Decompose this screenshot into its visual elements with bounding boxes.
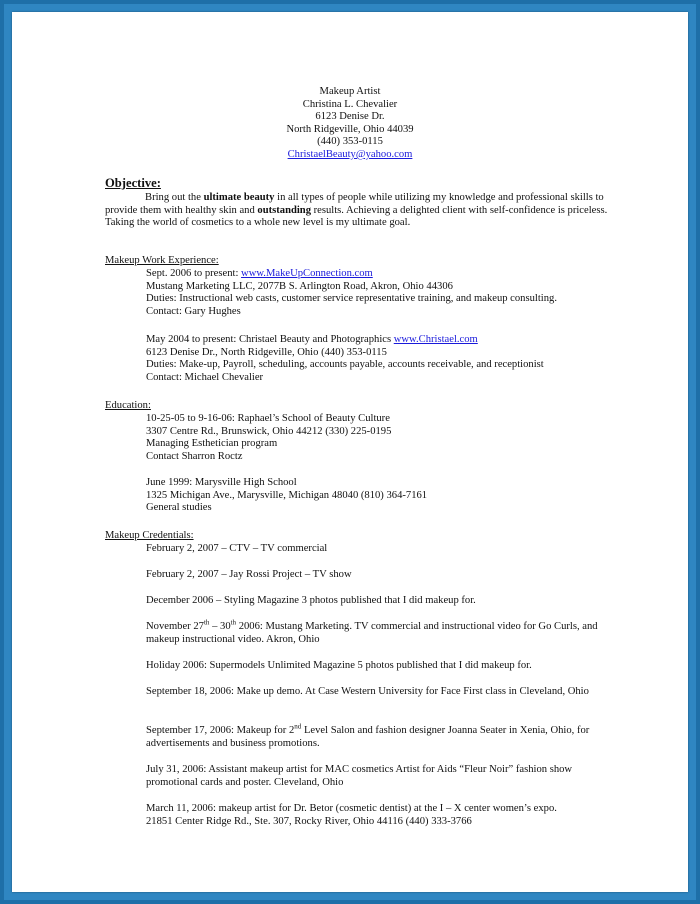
credential-superscript: th [230, 618, 237, 627]
objective-paragraph [105, 192, 611, 230]
credential-item: Holiday 2006: Supermodels Unlimited Magazine 5 photos published that I did makeup for. [146, 660, 532, 671]
credential-item: December 2006 – Styling Magazine 3 photos published that I did makeup for. [146, 595, 476, 606]
credential-item [146, 722, 606, 750]
credential-item: September 18, 2006: Make up demo. At Case Western University for Face First class in Cleveland, Ohio [146, 686, 589, 697]
credential-item: February 2, 2007 – Jay Rossi Project – TV show [146, 569, 352, 580]
objective-bold-1: ultimate beauty [203, 192, 275, 203]
job-2-duties: Duties: Make-up, Payroll, scheduling, accounts payable, accounts receivable, and receptionist [146, 359, 544, 371]
job-2-address: 6123 Denise Dr., North Ridgeville, Ohio (440) 353-0115 [146, 346, 387, 358]
objective-bold-2: outstanding [257, 204, 311, 216]
resume-content [12, 12, 688, 892]
credential-text: November 27 [146, 621, 204, 632]
objective-text-1: Bring out the [145, 192, 204, 203]
job-2-dates: May 2004 to present: Christael Beauty and Photographics [146, 334, 394, 345]
education-1-address: 3307 Centre Rd., Brunswick, Ohio 44212 (330) 225-0195 [146, 425, 392, 437]
education-1 [146, 413, 391, 463]
education-heading: Education: [105, 400, 151, 411]
job-1-link[interactable]: www.MakeUpConnection.com [241, 268, 373, 279]
credential-item [146, 803, 646, 828]
job-2-link[interactable]: www.Christael.com [393, 334, 478, 345]
credential-text: – 30 [209, 621, 231, 632]
email-link[interactable]: ChristaelBeauty@yahoo.com [287, 148, 413, 160]
education-1-school: 10-25-05 to 9-16-06: Raphael’s School of Beauty Culture [146, 413, 390, 424]
job-1-duties: Duties: Instructional web casts, customer service representative training, and makeup consulting. [146, 293, 557, 305]
education-2 [146, 477, 427, 515]
credential-line: March 11, 2006: makeup artist for Dr. Betor (cosmetic dentist) at the I – X center women’s expo. [146, 803, 557, 814]
work-heading: Makeup Work Experience: [105, 255, 219, 266]
phone-number: (440) 353-0115 [317, 136, 383, 148]
resume-title: Makeup Artist [319, 86, 381, 97]
job-2 [146, 334, 544, 384]
job-1-dates: Sept. 2006 to present: [146, 268, 242, 279]
education-2-address: 1325 Michigan Ave., Marysville, Michigan 48040 (810) 364-7161 [146, 489, 428, 501]
resume-header [12, 86, 688, 162]
street-address: 6123 Denise Dr. [315, 111, 385, 123]
job-2-contact: Contact: Michael Chevalier [146, 371, 264, 383]
credential-text: Level Salon and fashion designer Joanna Seater in Xenia, Ohio, for advertisements and business promotions. [146, 725, 590, 749]
objective-text-2: in all types of people while utilizing my knowledge and professional skills to provide them with healthy skin and [105, 192, 604, 216]
document-page [12, 12, 688, 892]
objective-heading: Objective: [105, 176, 161, 190]
credential-item: February 2, 2007 – CTV – TV commercial [146, 543, 328, 554]
credential-superscript: nd [294, 722, 302, 731]
education-1-program: Managing Esthetician program [146, 438, 278, 450]
objective-text-3: results. Achieving a delighted client with self-confidence is priceless. Taking the world of cosmetics to a whole new level is my ultimate goal. [105, 204, 608, 229]
credentials-heading: Makeup Credentials: [105, 530, 194, 541]
credential-item: July 31, 2006: Assistant makeup artist for MAC cosmetics Artist for Aids “Fleur Noir” fashion show promotional cards and poster. Cleveland, Ohio [146, 764, 573, 788]
candidate-name: Christina L. Chevalier [302, 98, 398, 110]
job-1 [146, 268, 557, 318]
credential-text: 2006: Mustang Marketing. TV commercial and instructional video for Go Curls, and makeup instructional video. Akron, Ohio [146, 621, 598, 645]
job-1-contact: Contact: Gary Hughes [146, 305, 241, 317]
credential-item [146, 618, 606, 646]
credential-text: September 17, 2006: Makeup for 2 [146, 725, 295, 736]
city-state-zip: North Ridgeville, Ohio 44039 [286, 123, 414, 135]
education-2-school: June 1999: Marysville High School [146, 477, 297, 488]
job-1-employer: Mustang Marketing LLC, 2077B S. Arlington Road, Akron, Ohio 44306 [146, 280, 453, 292]
education-2-studies: General studies [146, 502, 212, 514]
education-1-contact: Contact Sharron Roctz [146, 450, 243, 462]
credential-line: 21851 Center Ridge Rd., Ste. 307, Rocky River, Ohio 44116 (440) 333-3766 [146, 815, 472, 827]
credential-superscript: th [203, 618, 210, 627]
